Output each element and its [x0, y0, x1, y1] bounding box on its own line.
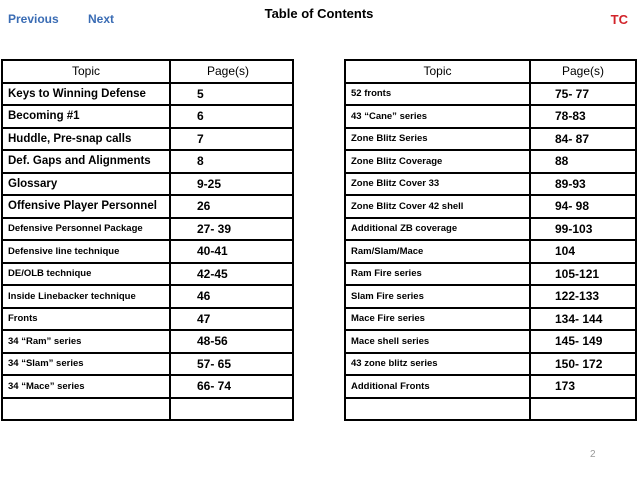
topic-cell[interactable]: Inside Linebacker technique [2, 285, 170, 308]
table-row[interactable] [345, 308, 636, 331]
table-row[interactable] [2, 128, 293, 151]
topic-header: Topic [345, 60, 530, 83]
topic-cell[interactable]: Additional ZB coverage [345, 218, 530, 241]
topic-cell [2, 398, 170, 421]
topic-cell [345, 398, 530, 421]
table-row[interactable] [345, 83, 636, 106]
topic-cell[interactable]: Defensive line technique [2, 240, 170, 263]
toc-table-right [344, 59, 637, 421]
page-cell: 105-121 [530, 263, 636, 286]
topic-cell[interactable]: 34 “Slam” series [2, 353, 170, 376]
page-cell [530, 398, 636, 421]
page-cell [170, 398, 293, 421]
table-row[interactable] [345, 285, 636, 308]
table-row[interactable] [345, 375, 636, 398]
next-link[interactable]: Next [88, 12, 115, 26]
table-row[interactable] [345, 240, 636, 263]
topic-cell[interactable]: Mace shell series [345, 330, 530, 353]
page-cell: 134- 144 [530, 308, 636, 331]
page-cell: 104 [530, 240, 636, 263]
topic-cell[interactable]: Huddle, Pre-snap calls [2, 128, 170, 151]
topic-header: Topic [2, 60, 170, 83]
table-row[interactable] [2, 375, 293, 398]
topic-cell[interactable]: Zone Blitz Coverage [345, 150, 530, 173]
page-cell: 84- 87 [530, 128, 636, 151]
topic-cell[interactable]: Additional Fronts [345, 375, 530, 398]
table-row[interactable] [2, 195, 293, 218]
page-cell: 99-103 [530, 218, 636, 241]
topic-cell[interactable]: Glossary [2, 173, 170, 196]
page-cell: 78-83 [530, 105, 636, 128]
table-row[interactable] [345, 173, 636, 196]
topic-cell[interactable]: Zone Blitz Series [345, 128, 530, 151]
topic-cell[interactable]: 43 zone blitz series [345, 353, 530, 376]
previous-link[interactable]: Previous [8, 12, 59, 26]
page-cell: 46 [170, 285, 293, 308]
topic-cell[interactable]: Zone Blitz Cover 33 [345, 173, 530, 196]
page-cell: 5 [170, 83, 293, 106]
table-row[interactable] [345, 353, 636, 376]
topic-cell[interactable]: Def. Gaps and Alignments [2, 150, 170, 173]
topic-cell[interactable]: Ram/Slam/Mace [345, 240, 530, 263]
page-cell: 8 [170, 150, 293, 173]
table-row[interactable] [2, 218, 293, 241]
table-row[interactable] [345, 128, 636, 151]
page-cell: 27- 39 [170, 218, 293, 241]
table-row[interactable] [2, 353, 293, 376]
table-row-empty [2, 398, 293, 421]
topic-cell[interactable]: Becoming #1 [2, 105, 170, 128]
page-cell: 145- 149 [530, 330, 636, 353]
topic-cell[interactable]: Ram Fire series [345, 263, 530, 286]
table-row[interactable] [2, 105, 293, 128]
table-row[interactable] [2, 263, 293, 286]
page-cell: 150- 172 [530, 353, 636, 376]
page-cell: 6 [170, 105, 293, 128]
table-row[interactable] [345, 263, 636, 286]
topic-cell[interactable]: 43 “Cane” series [345, 105, 530, 128]
page-cell: 88 [530, 150, 636, 173]
topic-cell[interactable]: Keys to Winning Defense [2, 83, 170, 106]
page-cell: 48-56 [170, 330, 293, 353]
topic-cell[interactable]: 34 “Ram” series [2, 330, 170, 353]
page-cell: 42-45 [170, 263, 293, 286]
table-row[interactable] [2, 150, 293, 173]
page-cell: 26 [170, 195, 293, 218]
topic-cell[interactable]: Offensive Player Personnel [2, 195, 170, 218]
topic-cell[interactable]: Zone Blitz Cover 42 shell [345, 195, 530, 218]
topic-cell[interactable]: Slam Fire series [345, 285, 530, 308]
table-row[interactable] [345, 218, 636, 241]
page-cell: 57- 65 [170, 353, 293, 376]
page-cell: 89-93 [530, 173, 636, 196]
page-title: Table of Contents [264, 6, 374, 21]
topic-cell[interactable]: 52 fronts [345, 83, 530, 106]
page-cell: 122-133 [530, 285, 636, 308]
table-row[interactable] [2, 83, 293, 106]
page-cell: 40-41 [170, 240, 293, 263]
table-row[interactable] [345, 150, 636, 173]
page-cell: 9-25 [170, 173, 293, 196]
table-row-empty [345, 398, 636, 421]
topic-cell[interactable]: DE/OLB technique [2, 263, 170, 286]
topic-cell[interactable]: Mace Fire series [345, 308, 530, 331]
header-row [345, 60, 636, 83]
topic-cell[interactable]: 34 “Mace” series [2, 375, 170, 398]
table-row[interactable] [345, 330, 636, 353]
topic-cell[interactable]: Defensive Personnel Package [2, 218, 170, 241]
pages-header: Page(s) [530, 60, 636, 83]
table-row[interactable] [2, 308, 293, 331]
pages-header: Page(s) [170, 60, 293, 83]
table-row[interactable] [345, 105, 636, 128]
page-cell: 75- 77 [530, 83, 636, 106]
tc-link[interactable]: TC [610, 12, 628, 27]
page-cell: 94- 98 [530, 195, 636, 218]
table-row[interactable] [2, 240, 293, 263]
page-number: 2 [590, 449, 596, 460]
topic-cell[interactable]: Fronts [2, 308, 170, 331]
page-cell: 47 [170, 308, 293, 331]
table-row[interactable] [2, 173, 293, 196]
page-cell: 7 [170, 128, 293, 151]
toc-table-left [1, 59, 294, 421]
table-row[interactable] [2, 330, 293, 353]
header-row [2, 60, 293, 83]
table-row[interactable] [345, 195, 636, 218]
page-cell: 173 [530, 375, 636, 398]
page-cell: 66- 74 [170, 375, 293, 398]
table-row[interactable] [2, 285, 293, 308]
